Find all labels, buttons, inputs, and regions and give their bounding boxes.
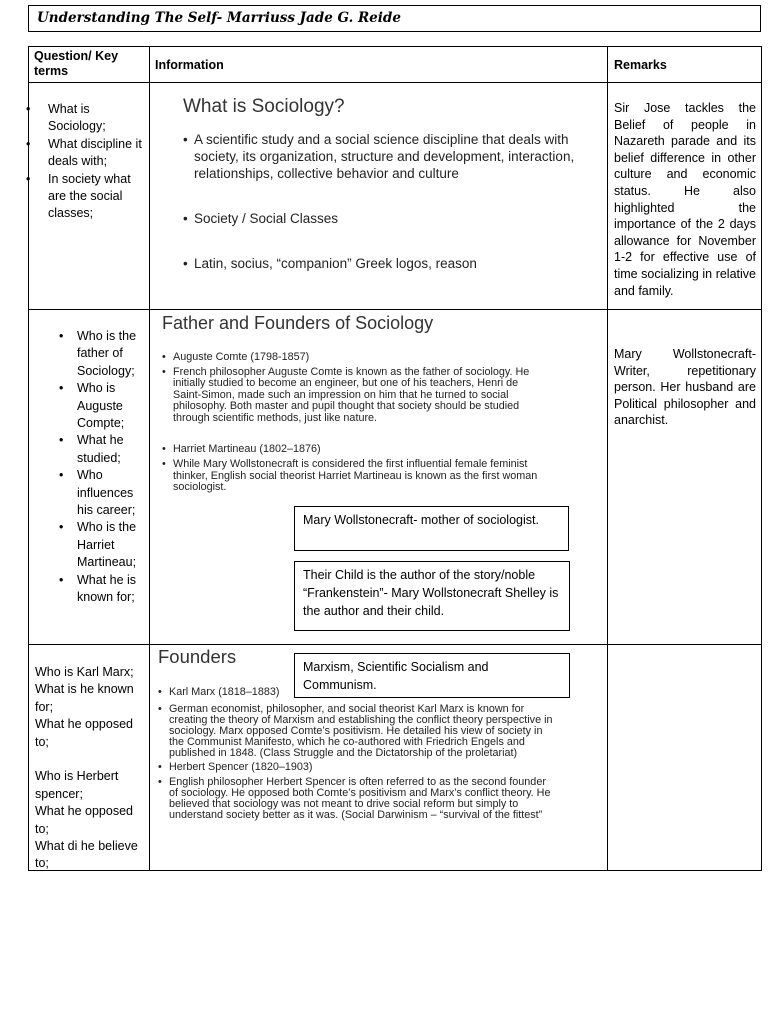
note-box: Marxism, Scientific Socialism and Communism.: [294, 653, 570, 698]
list-item: • English philosopher Herbert Spencer is often referred to as the second founder of sociology. He opposed both Comte’s positivism and Marx’s conflict theory. He believed that sociology was not meant to drive social reform but simply to understand society better as it was. (Social Darwinism – “survival of the fittest”: [158, 777, 553, 821]
list-item: • Who is Auguste Compte;: [55, 380, 145, 432]
notes-table: [28, 46, 762, 871]
row3-questions: [35, 664, 145, 873]
question-line: What is he known for;: [35, 682, 134, 714]
question-line: What di he believe to;: [35, 839, 138, 871]
column-divider: [149, 47, 150, 870]
list-item: • What he is known for;: [55, 572, 145, 607]
row2-slide: [162, 312, 540, 494]
list-item: • Karl Marx (1818–1883): [158, 687, 553, 698]
list-item: • A scientific study and a social science discipline that deals with society, its organization, structure and development, interaction, relationships, collective behavior and culture: [183, 131, 603, 182]
list-item: • What he studied;: [55, 432, 145, 467]
row2-remark: Mary Wollstonecraft- Writer, repetitionary person. Her husband are Political philosopher and anarchist.: [614, 347, 756, 428]
row2-questions: [55, 328, 145, 607]
row-divider: [29, 82, 761, 83]
row1-remark: Sir Jose tackles the Belief of people in Nazareth parade and its belief difference in other culture and economic status. He also highlighted the importance of the 2 days allowance for November 1-2 for effective use of time socializing in relative and family.: [614, 101, 756, 298]
header-information: Information: [155, 58, 224, 72]
header-question: Question/ Key terms: [34, 49, 119, 78]
list-item: • Latin, socius, “companion” Greek logos, reason: [183, 255, 603, 272]
note-box: Their Child is the author of the story/noble “Frankenstein”- Mary Wollstonecraft Shelley is the author and their child.: [294, 561, 570, 631]
row1-questions: [26, 101, 144, 223]
slide-title: Father and Founders of Sociology: [162, 313, 434, 333]
list-item: • Herbert Spencer (1820–1903): [158, 762, 553, 773]
header-remarks: Remarks: [614, 58, 667, 72]
list-item: • Who is the Harriet Martineau;: [55, 519, 145, 571]
row1-slide: [183, 95, 603, 272]
row-divider: [29, 309, 761, 310]
list-item: • What discipline it deals with;: [26, 136, 144, 171]
slide-title: What is Sociology?: [183, 96, 345, 117]
list-item: • Harriet Martineau (1802–1876): [162, 444, 540, 456]
question-line: What he opposed to;: [35, 717, 133, 749]
list-item: • What is Sociology;: [26, 101, 144, 136]
question-line: Who is Herbert spencer;: [35, 769, 119, 801]
document-title-box: [28, 5, 761, 32]
question-line: Who is Karl Marx;: [35, 665, 134, 679]
list-item: • Who influences his career;: [55, 467, 145, 519]
note-box: Mary Wollstonecraft- mother of sociologist.: [294, 506, 569, 551]
list-item: • While Mary Wollstonecraft is considered the first influential female feminist thinker, English social theorist Harriet Martineau is known as the first woman sociologist.: [162, 459, 540, 494]
list-item: • French philosopher Auguste Comte is known as the father of sociology. He initially studied to become an engineer, but one of his teachers, Henri de Saint-Simon, made such an impression on him that he turned to social philosophy. Both master and pupil thought that society should be studied through scientific methods, just like nature.: [162, 367, 540, 425]
list-item: • Society / Social Classes: [183, 210, 603, 227]
list-item: • Auguste Comte (1798-1857): [162, 352, 540, 364]
question-line: What he opposed to;: [35, 804, 133, 836]
document-title: Understanding The Self- Marriuss Jade G. Reide: [37, 10, 401, 26]
list-item: • German economist, philosopher, and social theorist Karl Marx is known for creating the theory of Marxism and establishing the conflict theory perspective in sociology. Marx opposed Comte’s positivism. He detailed his view of society in the Communist Manifesto, which he co-authored with Friedrich Engels and published in 1848. (Class Struggle and the Dictatorship of the proletariat): [158, 704, 553, 759]
list-item: • Who is the father of Sociology;: [55, 328, 145, 380]
question-line: [35, 751, 145, 768]
list-item: • In society what are the social classes;: [26, 171, 144, 223]
column-divider: [607, 47, 608, 870]
slide-title: Founders: [158, 646, 237, 667]
